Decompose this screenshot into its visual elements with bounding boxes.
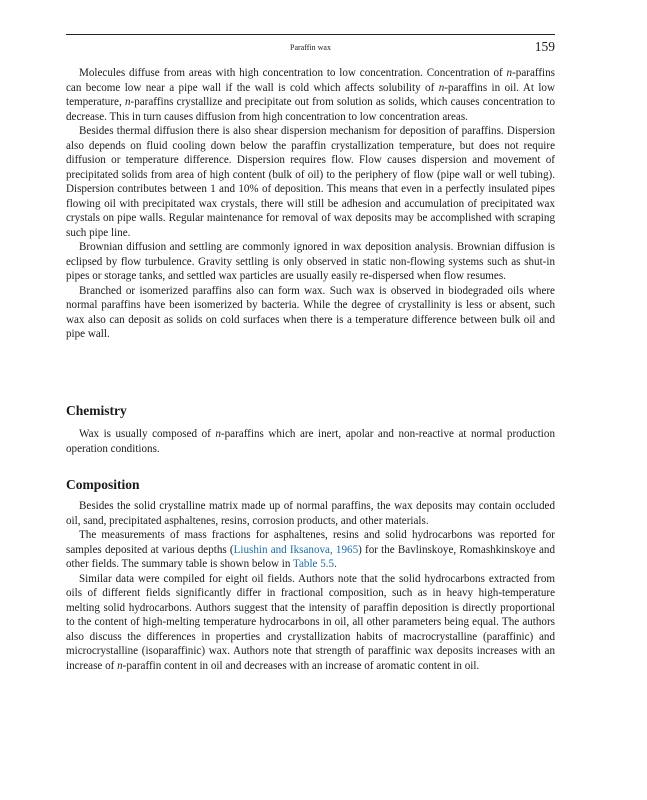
section-heading-chemistry: Chemistry (66, 403, 127, 418)
paragraph-diffusion: Molecules diffuse from areas with high concentration to low concentration. Concentration of n-paraffins can become low near a pipe wall if the wall is cold which affects solubility of n-paraffins in oil. At low temperature, n-paraffins crystallize and precipitate out from solution as solids, which causes concentration to decrease. This in turn causes diffusion from high concentration to low concentration areas. (66, 67, 555, 123)
table-reference-link[interactable]: Table 5.5 (292, 558, 335, 570)
paragraph-brownian-diffusion: Brownian diffusion and settling are commonly ignored in wax deposition analysis. Brownian diffusion is eclipsed by flow turbulence. Gravity settling is only observed in static non-flowing systems such as shut-in pipes or storage tanks, and settled wax particles are usually easily re-dispersed when flow resumes. (66, 241, 555, 282)
paragraph-composition-matrix: Besides the solid crystalline matrix made up of normal paraffins, the wax deposits may contain occluded oil, sand, precipitated asphaltenes, resins, corrosion products, and other materials. (66, 500, 555, 527)
section-heading-composition: Composition (66, 477, 140, 492)
paragraph-chemistry: Wax is usually composed of n-paraffins which are inert, apolar and non-reactive at normal production operation conditions. (66, 428, 555, 455)
composition-text (66, 499, 555, 673)
citation-link[interactable]: Liushin and Iksanova, 1965 (233, 543, 359, 556)
running-title: Paraffin wax (290, 43, 331, 52)
page-number: 159 (534, 39, 555, 54)
header-rule (66, 34, 555, 35)
chemistry-text (66, 427, 555, 456)
paragraph-composition-oil-fields: Similar data were compiled for eight oil fields. Authors note that the solid hydrocarbons extracted from oils of different fields significantly differ in fractional composition, such as in heavy high-temperature melting solid hydrocarbons. Authors suggest that the intensity of paraffin deposition is directly proportional to the content of high-melting temperature hydrocarbons in oil, all other parameters being equal. The authors also discuss the differences in properties and crystallization habits of macrocrystalline (paraffinic) and microcrystalline (isoparaffinic) wax. Authors note that strength of paraffinic wax deposits increases with an increase of n-paraffin content in oil and decreases with an increase of aromatic content in oil. (66, 572, 555, 672)
paragraph-composition-measurements: The measurements of mass fractions for asphaltenes, resins and solid hydrocarbons was reported for samples deposited at various depths (Liushin and Iksanova, 1965) for the Bavlinskoye, Romashkinskoye and other fields. The summary table is shown below in Table 5.5. (66, 529, 555, 570)
paragraph-shear-dispersion: Besides thermal diffusion there is also shear dispersion mechanism for deposition of paraffins. Dispersion also depends on fluid cooling down below the paraffin crystallization temperature, but does not require diffusion or temperature difference. Dispersion requires flow. Flow causes dispersion and movement of precipitated solids from area of high content (bulk of oil) to the periphery of flow (pipe wall or well tubing). Dispersion contributes between 1 and 10% of deposition. This means that even in a perfectly insulated pipes flowing oil with precipitated wax crystals, there will still be adhesion and accumulation of precipitated wax crystals on pipe walls. Regular maintenance for removal of wax deposits may be accomplished with scraping such pipe line. (66, 125, 555, 239)
body-text (66, 66, 555, 342)
paragraph-isomerized-paraffins: Branched or isomerized paraffins also can form wax. Such wax is observed in biodegraded oils where normal paraffins have been isomerized by bacteria. While the degree of crystallinity is less or absent, such wax also can deposit as solids on cold surfaces when there is a temperature difference between bulk oil and pipe wall. (66, 284, 555, 340)
